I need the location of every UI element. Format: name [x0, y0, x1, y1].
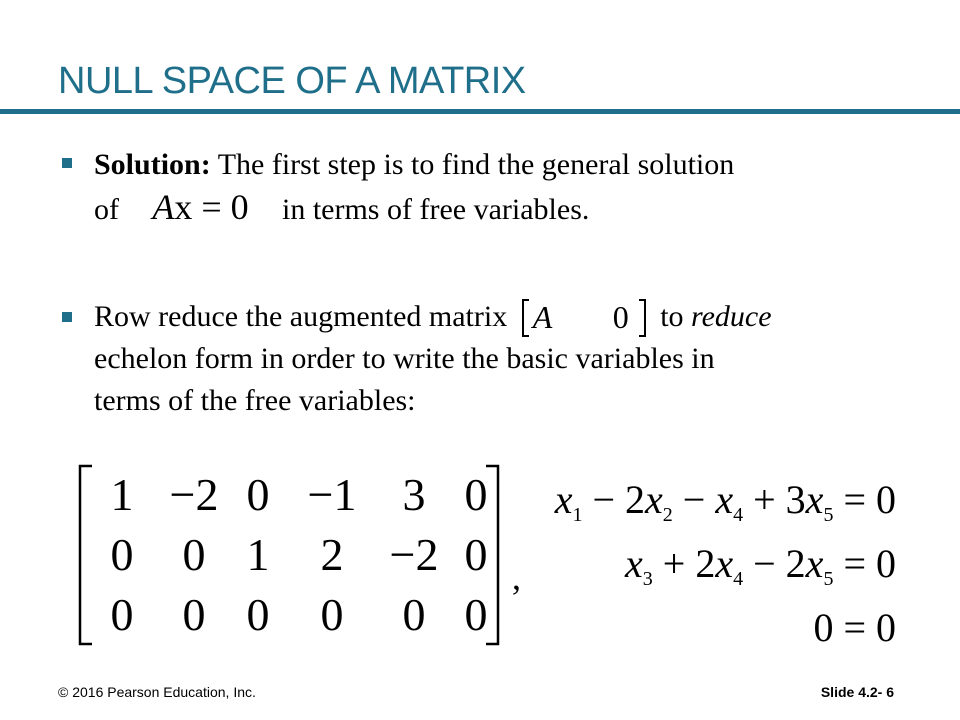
footer-copyright: © 2016 Pearson Education, Inc.	[58, 684, 256, 700]
matrix-cell: 0	[464, 589, 488, 640]
solution-text-a: The first step is to find the general solution	[217, 148, 735, 181]
matrix-cell: 3	[402, 469, 426, 520]
matrix-cell: 0	[110, 589, 134, 640]
matrix-cell: 0	[464, 469, 488, 520]
footer-slide-number: Slide 4.2- 6	[820, 684, 894, 700]
page-title: NULL SPACE OF A MATRIX	[58, 60, 526, 102]
matrix-cell: 1	[110, 469, 134, 520]
solution-paragraph	[94, 144, 894, 231]
solution-label: Solution:	[94, 148, 211, 181]
augmented-matrix-symbol	[515, 296, 653, 338]
row-reduce-line-1	[94, 296, 894, 338]
solution-line-2	[94, 186, 894, 231]
bullet-marker	[62, 158, 72, 168]
equation-row-3: 0 = 0	[813, 605, 896, 650]
matrix-cell: −1	[307, 469, 357, 520]
equation-row-2: $x_3 + 2x_4 - 2x_5 = 0$	[625, 541, 896, 590]
matrix-cell: 0	[182, 529, 206, 580]
matrix-cell: 0	[246, 589, 270, 640]
reduced-echelon-matrix	[76, 462, 521, 648]
row-reduce-paragraph	[94, 296, 894, 422]
matrix-cell: 2	[320, 529, 344, 580]
matrix-cell: 0	[182, 589, 206, 640]
solution-line-1	[94, 144, 894, 186]
matrix-cell: 0	[246, 469, 270, 520]
solution-text-b-post: in terms of free variables.	[282, 193, 590, 226]
equation-ax-0: Ax = 0	[152, 187, 249, 227]
matrix-cell: −2	[389, 529, 439, 580]
row-reduce-text-to: to	[660, 300, 684, 333]
equation-row-1: $x_1 - 2x_2 - x_4 + 3x_5 = 0$	[554, 477, 896, 526]
matrix-a-symbol: A	[532, 299, 553, 335]
row-reduce-text-em: reduce	[691, 300, 772, 333]
solution-text-b-pre: of	[94, 193, 119, 226]
row-reduce-text-pre: Row reduce the augmented matrix	[94, 300, 508, 333]
matrix-cell: 0	[320, 589, 344, 640]
matrix-cell: −2	[169, 469, 219, 520]
matrix-cell: 1	[246, 529, 270, 580]
row-reduce-line-3: terms of the free variables:	[94, 384, 416, 417]
title-divider	[0, 109, 960, 114]
matrix-trailing-comma: ,	[512, 557, 521, 597]
matrix-cell: 0	[464, 529, 488, 580]
matrix-cell: 0	[110, 529, 134, 580]
bullet-marker	[62, 312, 72, 322]
matrix-cell: 0	[402, 589, 426, 640]
zero-vector-symbol: 0	[612, 299, 629, 335]
row-reduce-line-2: echelon form in order to write the basic variables in	[94, 342, 715, 375]
